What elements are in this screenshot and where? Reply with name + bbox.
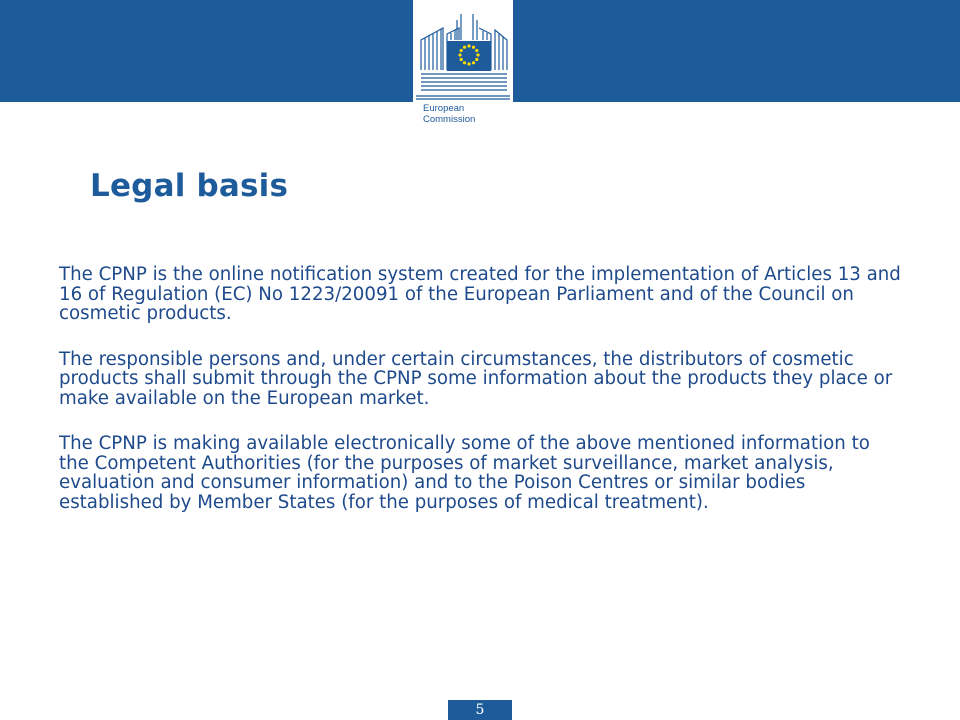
paragraph-3: The CPNP is making available electronically some of the above mentioned information to the Competent Authorities (for the purposes of market surveillance, market analysis, evaluation and consumer information) and to the Poison Centres or similar bodies established by Member States (for the purposes of medical treatment). xyxy=(59,433,870,513)
european-commission-logo xyxy=(413,0,513,134)
slide-title: Legal basis xyxy=(90,168,289,204)
logo-line-1: European xyxy=(423,103,465,114)
page-number-badge: 5 xyxy=(448,700,512,720)
berlaymont-building-icon xyxy=(413,0,513,102)
paragraph-1: The CPNP is the online notification system created for the implementation of Articles 13 and 16 of Regulation (EC) No 1223/20091 of the European Parliament and of the Council on cosmetic products. xyxy=(59,264,901,324)
slide-body xyxy=(59,265,904,538)
logo-wordmark xyxy=(423,103,513,125)
paragraph-2: The responsible persons and, under certain circumstances, the distributors of cosmetic products shall submit through the CPNP some information about the products they place or make available on the European market. xyxy=(59,348,893,409)
logo-line-2: Commission xyxy=(423,114,476,125)
